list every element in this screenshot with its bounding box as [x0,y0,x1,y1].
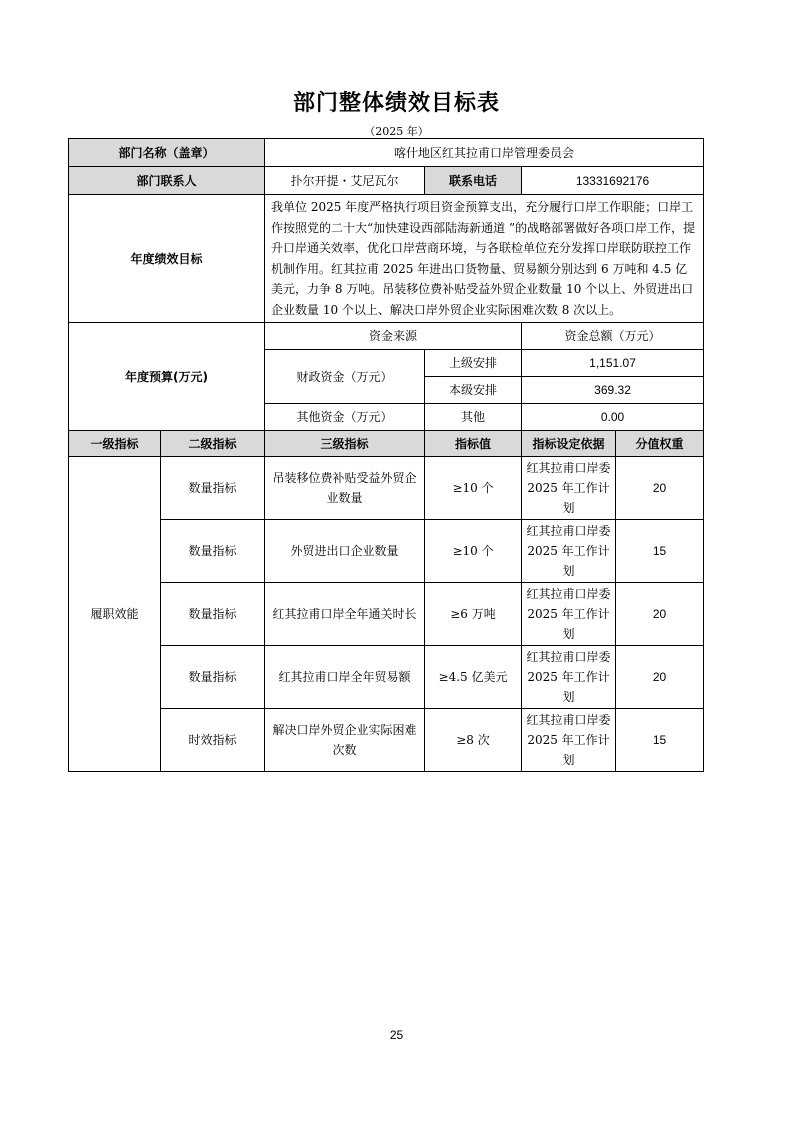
indicator-weight: 20 [616,583,704,646]
performance-table [68,138,704,772]
level2-indicator: 时效指标 [161,709,265,772]
contact-name: 扑尔开提・艾尼瓦尔 [265,167,425,195]
header-level2: 二级指标 [161,431,265,457]
page-number: 25 [389,1028,404,1042]
header-weight: 分值权重 [616,431,704,457]
level3-indicator: 红其拉甫口岸全年通关时长 [265,583,425,646]
dept-name-label: 部门名称（盖章） [69,139,265,167]
indicator-basis: 红其拉甫口岸委 2025 年工作计划 [522,709,616,772]
level3-indicator: 外贸进出口企业数量 [265,520,425,583]
local-value: 369.32 [522,377,704,404]
other-value: 0.00 [522,404,704,431]
level1-indicator: 履职效能 [69,457,161,772]
year-label: （2025 年） [364,125,429,138]
page-title: 部门整体绩效目标表 [292,91,500,116]
local-label: 本级安排 [425,377,522,404]
budget-label: 年度预算(万元) [69,323,265,431]
indicator-basis: 红其拉甫口岸委 2025 年工作计划 [522,520,616,583]
table-row [69,457,704,520]
other-label: 其他资金（万元） [265,404,425,431]
table-row [69,583,704,646]
phone-label: 联系电话 [425,167,522,195]
contact-label: 部门联系人 [69,167,265,195]
header-level1: 一级指标 [69,431,161,457]
goal-text: 我单位 2025 年度严格执行项目资金预算支出，充分履行口岸工作职能；口岸工作按照党的二十大“加快建设西部陆海新通道 ”的战略部署做好各项口岸工作，提升口岸通关效率，优化口岸营商环境，与各联检单位充分发挥口岸联防联控工作机制作用。红其拉甫 2025 年进出口货物量、贸易额分别达到 6 万吨和 4.5 亿美元，力争 8 万吨。吊装移位费补贴受益外贸企业数量 10 个以上、外贸进出口企业数量 10 个以上、解决口岸外贸企业实际困难次数 8 次以上。 [265,195,704,323]
indicator-value: ≥6 万吨 [425,583,522,646]
dept-name-value: 喀什地区红其拉甫口岸管理委员会 [265,139,704,167]
header-value: 指标值 [425,431,522,457]
level3-indicator: 解决口岸外贸企业实际困难次数 [265,709,425,772]
indicator-basis: 红其拉甫口岸委 2025 年工作计划 [522,457,616,520]
level2-indicator: 数量指标 [161,520,265,583]
indicator-weight: 15 [616,520,704,583]
indicator-basis: 红其拉甫口岸委 2025 年工作计划 [522,646,616,709]
indicator-weight: 20 [616,457,704,520]
header-level3: 三级指标 [265,431,425,457]
header-basis: 指标设定依据 [522,431,616,457]
other-sub-label: 其他 [425,404,522,431]
level2-indicator: 数量指标 [161,583,265,646]
indicator-weight: 20 [616,646,704,709]
level2-indicator: 数量指标 [161,457,265,520]
phone-value: 13331692176 [522,167,704,195]
table-row [69,520,704,583]
table-row [69,646,704,709]
indicator-value: ≥10 个 [425,520,522,583]
indicator-value: ≥8 次 [425,709,522,772]
upper-value: 1,151.07 [522,350,704,377]
upper-label: 上级安排 [425,350,522,377]
indicator-basis: 红其拉甫口岸委 2025 年工作计划 [522,583,616,646]
indicator-weight: 15 [616,709,704,772]
goal-label: 年度绩效目标 [69,195,265,323]
total-header: 资金总额（万元） [522,323,704,350]
level3-indicator: 吊装移位费补贴受益外贸企业数量 [265,457,425,520]
table-row [69,709,704,772]
level3-indicator: 红其拉甫口岸全年贸易额 [265,646,425,709]
level2-indicator: 数量指标 [161,646,265,709]
indicator-value: ≥10 个 [425,457,522,520]
indicator-value: ≥4.5 亿美元 [425,646,522,709]
source-header: 资金来源 [265,323,522,350]
fiscal-label: 财政资金（万元） [265,350,425,404]
